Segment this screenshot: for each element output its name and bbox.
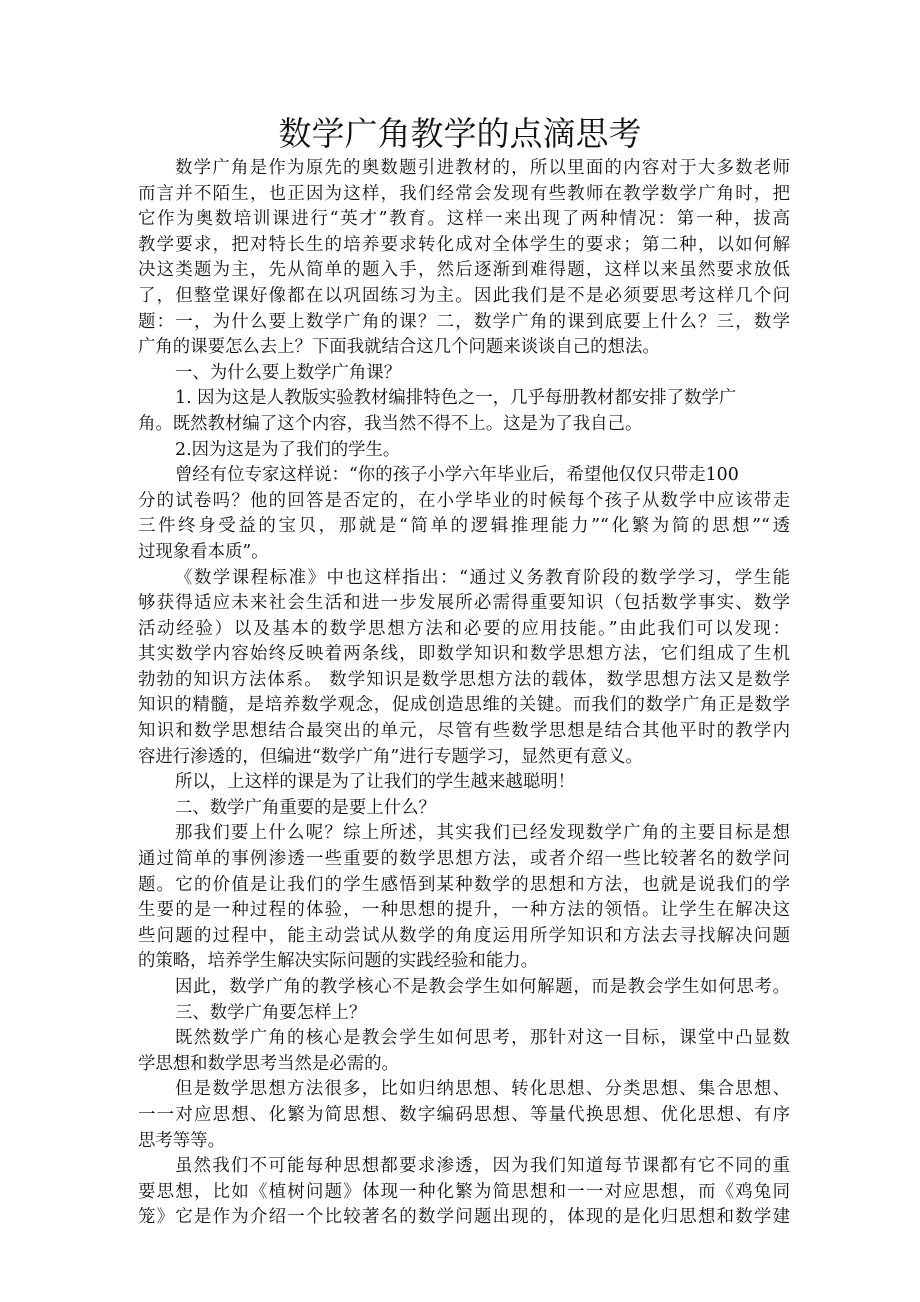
text-line: 笼》它是作为介绍一个比较著名的数学问题出现的，体现的是化归思想和数学建 xyxy=(138,1207,790,1228)
text-line: 知识和数学思想结合最突出的单元，尽管有些数学思想是结合其他平时的教学内 xyxy=(138,721,790,742)
text-line: 三件终身受益的宝贝，那就是“简单的逻辑推理能力”“化繁为简的思想”“透 xyxy=(138,516,790,537)
text-line: 其实数学内容始终反映着两条线，即数学知识和数学思想方法，它们组成了生机 xyxy=(138,644,790,665)
text-line: 曾经有位专家这样说：“你的孩子小学六年毕业后，希望他仅仅只带走100 xyxy=(175,465,739,486)
text-line: 《数学课程标准》中也这样指出：“通过义务教育阶段的数学学习，学生能 xyxy=(175,567,790,588)
text-line: 因此，数学广角的教学核心不是教会学生如何解题，而是教会学生如何思考。 xyxy=(175,977,790,997)
text-line: 了，但整堂课好像都在以巩固练习为主。因此我们是不是必须要思考这样几个问 xyxy=(138,285,790,306)
text-line: 广角的课要怎么去上？下面我就结合这几个问题来谈谈自己的想法。 xyxy=(138,337,660,358)
text-line: 所以，上这样的课是为了让我们的学生越来越聪明！ xyxy=(175,772,575,793)
text-line: 够获得适应未来社会生活和进一步发展所必需得重要知识（包括数学事实、数学 xyxy=(138,593,790,614)
text-line: 活动经验）以及基本的数学思想方法和必要的应用技能。”由此我们可以发现： xyxy=(138,618,790,639)
document-body xyxy=(138,156,790,1231)
text-line: 题。它的价值是让我们的学生感悟到某种数学的思想和方法，也就是说我们的学 xyxy=(138,874,790,895)
text-line: 1. 因为这是人教版实验教材编排特色之一，几乎每册教材都安排了数学广 xyxy=(175,388,737,409)
text-line: 决这类题为主，先从简单的题入手，然后逐渐到难得题，这样以来虽然要求放低 xyxy=(138,260,790,281)
text-line: 些问题的过程中，能主动尝试从数学的角度运用所学知识和方法去寻找解决问题 xyxy=(138,925,790,946)
text-line: 一一对应思想、化繁为简思想、数字编码思想、等量代换思想、优化思想、有序 xyxy=(138,1104,790,1125)
text-line: 2.因为这是为了我们的学生。 xyxy=(175,439,401,460)
text-line: 知识的精髓，是培养数学观念，促成创造思维的关键。而我们的数学广角正是数学 xyxy=(138,695,790,716)
text-line: 三、数学广角要怎样上？ xyxy=(175,1002,367,1023)
text-line: 但是数学思想方法很多，比如归纳思想、转化思想、分类思想、集合思想、 xyxy=(175,1079,790,1100)
text-line: 学思想和数学思考当然是必需的。 xyxy=(138,1053,399,1074)
text-line: 通过简单的事例渗透一些重要的数学思想方法，或者介绍一些比较著名的数学问 xyxy=(138,849,790,870)
text-line: 既然数学广角的核心是教会学生如何思考，那针对这一目标，课堂中凸显数 xyxy=(175,1028,790,1049)
text-line: 而言并不陌生，也正因为这样，我们经常会发现有些教师在教学数学广角时，把 xyxy=(138,183,790,204)
text-line: 勃勃的知识方法体系。 数学知识是数学思想方法的载体，数学思想方法又是数学 xyxy=(138,669,790,690)
text-line: 要思想，比如《植树问题》体现一种化繁为简思想和一一对应思想，而《鸡兔同 xyxy=(138,1181,790,1202)
text-line: 过现象看本质”。 xyxy=(138,541,269,562)
text-line: 二、数学广角重要的是要上什么？ xyxy=(175,797,436,818)
text-line: 一、为什么要上数学广角课？ xyxy=(175,362,402,383)
text-line: 题：一，为什么要上数学广角的课？二，数学广角的课到底要上什么？三，数学 xyxy=(138,311,790,332)
text-line: 角。既然教材编了这个内容，我当然不得不上。这是为了我自己。 xyxy=(138,413,643,434)
text-line: 虽然我们不可能每种思想都要求渗透，因为我们知道每节课都有它不同的重 xyxy=(175,1156,790,1177)
text-line: 思考等等。 xyxy=(138,1130,225,1151)
text-line: 生要的是一种过程的体验，一种思想的提升，一种方法的领悟。让学生在解决这 xyxy=(138,900,790,921)
text-line: 教学要求，把对特长生的培养要求转化成对全体学生的要求；第二种，以如何解 xyxy=(138,234,790,255)
text-line: 数学广角是作为原先的奥数题引进教材的，所以里面的内容对于大多数老师 xyxy=(175,158,790,178)
text-line: 分的试卷吗？他的回答是否定的，在小学毕业的时候每个孩子从数学中应该带走 xyxy=(138,490,790,511)
text-line: 它作为奥数培训课进行“英才”教育。这样一来出现了两种情况：第一种，拔高 xyxy=(138,209,790,230)
text-line: 那我们要上什么呢？综上所述，其实我们已经发现数学广角的主要目标是想 xyxy=(175,823,790,844)
document-title: 数学广角教学的点滴思考 xyxy=(278,114,642,153)
text-line: 的策略，培养学生解决实际问题的实践经验和能力。 xyxy=(138,951,538,972)
text-line: 容进行渗透的，但编进“数学广角”进行专题学习，显然更有意义。 xyxy=(138,746,643,767)
